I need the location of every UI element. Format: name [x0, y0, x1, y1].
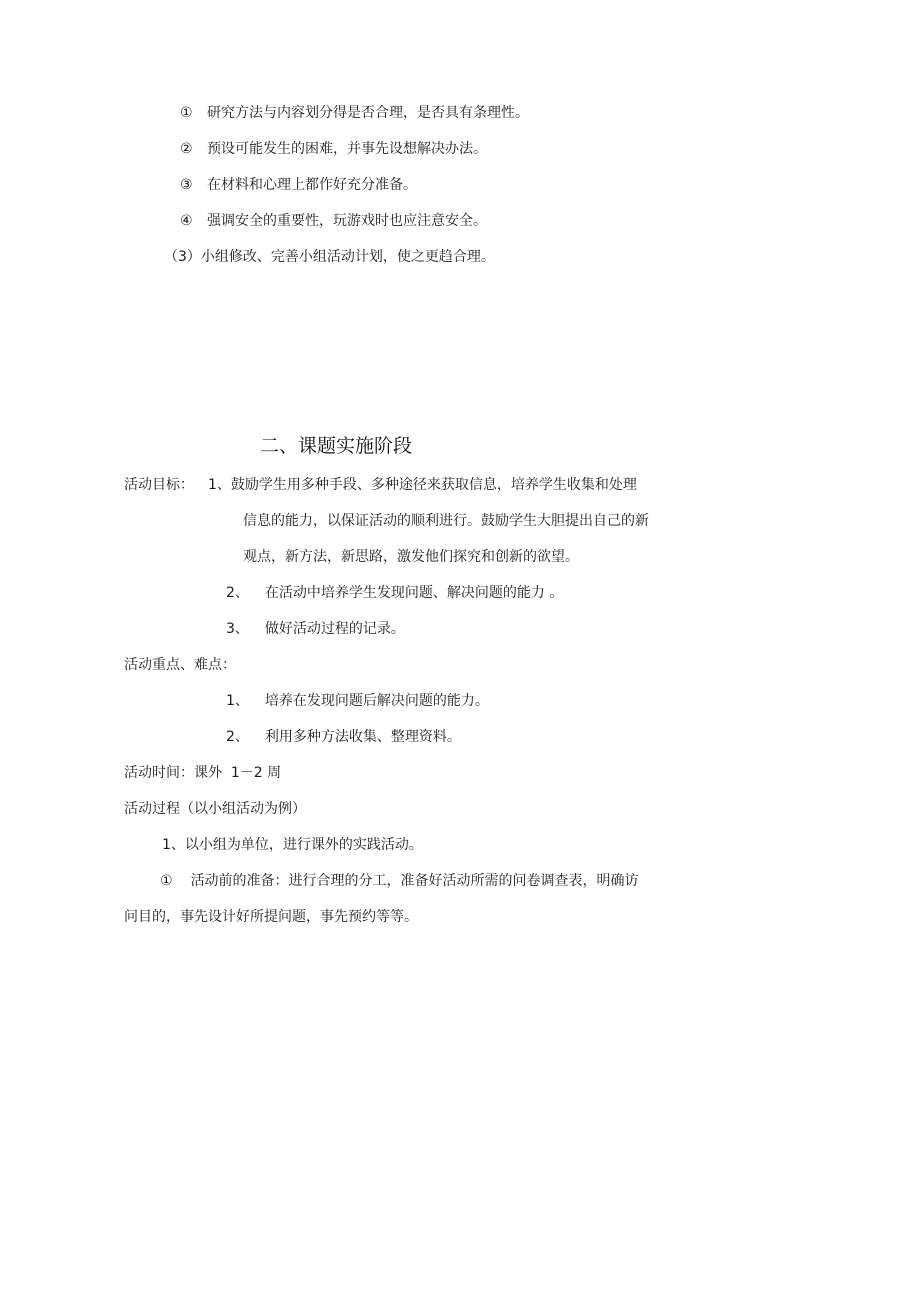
focus-1-text: 培养在发现问题后解决问题的能力。 [264, 693, 489, 709]
list-item-2 [180, 139, 487, 159]
process-marker: ① [160, 873, 173, 889]
process-item-1a-line2: 问目的，事先设计好所提问题，事先预约等等。 [124, 909, 418, 925]
process-item-1: 1、以小组为单位，进行课外的实践活动。 [162, 837, 423, 853]
goal-3-number: 3、 [226, 621, 249, 637]
process-item-1a [160, 871, 639, 891]
goal-2-text: 在活动中培养学生发现问题、解决问题的能力 。 [264, 585, 564, 601]
goal-3-text: 做好活动过程的记录。 [264, 621, 405, 637]
goal-1-number: 1、 [208, 477, 231, 493]
goal-2 [226, 583, 563, 603]
activity-time: 活动时间：课外 1－2 周 [124, 765, 282, 781]
goal-1-text-line3: 观点，新方法，新思路，激发他们探究和创新的欲望。 [243, 549, 579, 565]
list-item-3 [180, 175, 417, 195]
focus-2-text: 利用多种方法收集、整理资料。 [264, 729, 461, 745]
focus-2-number: 2、 [226, 729, 249, 745]
item-3-paragraph: （3）小组修改、完善小组活动计划，使之更趋合理。 [164, 249, 495, 265]
list-marker: ① [180, 105, 193, 121]
list-item-text: 在材料和心理上都作好充分准备。 [207, 177, 418, 193]
goal-3 [226, 619, 405, 639]
process-item-1a-text: 活动前的准备：进行合理的分工，准备好活动所需的问卷调查表，明确访 [190, 873, 639, 889]
list-item-text: 预设可能发生的困难，并事先设想解决办法。 [207, 141, 488, 157]
list-marker: ④ [180, 213, 193, 229]
focus-1 [226, 691, 489, 711]
list-item-text: 强调安全的重要性，玩游戏时也应注意安全。 [207, 213, 488, 229]
goals-label: 活动目标： [124, 477, 194, 493]
list-marker: ③ [180, 177, 193, 193]
goal-2-number: 2、 [226, 585, 249, 601]
list-item-4 [180, 211, 487, 231]
list-marker: ② [180, 141, 193, 157]
goal-1-text: 鼓励学生用多种手段、多种途径来获取信息，培养学生收集和处理 [230, 477, 637, 493]
goal-1-text-line2: 信息的能力，以保证活动的顺利进行。鼓励学生大胆提出自己的新 [243, 513, 649, 529]
focus-label: 活动重点、难点： [124, 657, 236, 673]
goals-row-1 [124, 475, 637, 495]
list-item-text: 研究方法与内容划分得是否合理，是否具有条理性。 [207, 105, 530, 121]
list-item-1 [180, 103, 529, 123]
focus-1-number: 1、 [226, 693, 249, 709]
section-heading: 二、课题实施阶段 [260, 435, 413, 457]
process-label: 活动过程（以小组活动为例） [124, 801, 306, 817]
focus-2 [226, 727, 461, 747]
